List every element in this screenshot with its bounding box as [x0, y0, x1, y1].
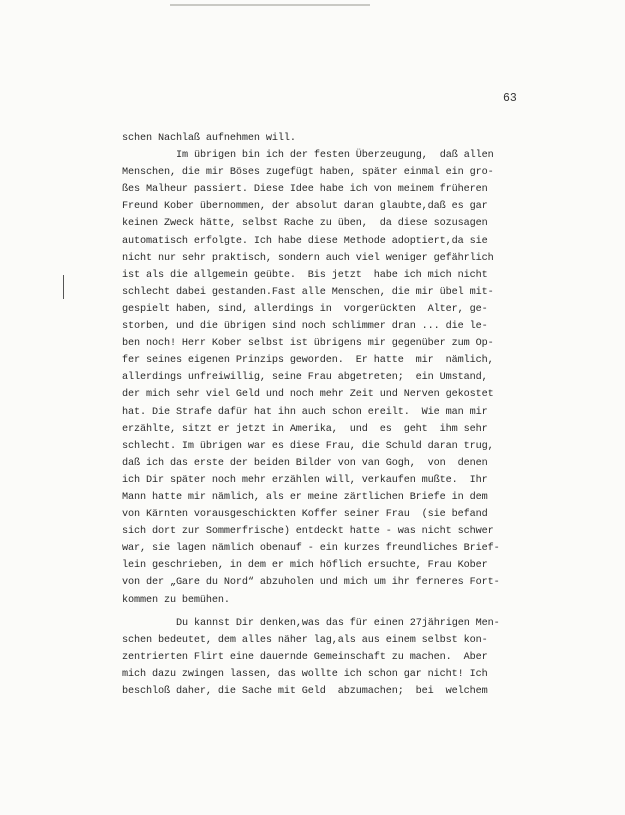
- scan-edge-mark: [170, 4, 370, 6]
- text-line: gespielt haben, sind, allerdings in vorgerückten Alter, ge-: [122, 303, 488, 315]
- text-line: allerdings unfreiwillig, seine Frau abgetreten; ein Umstand,: [122, 372, 488, 384]
- text-line: erzählte, sitzt er jetzt in Amerika, und es geht ihm sehr: [122, 423, 488, 435]
- text-line: von der „Gare du Nord“ abzuholen und mich um ihr ferneres Fort-: [122, 577, 500, 589]
- text-line: automatisch erfolgte. Ich habe diese Methode adoptiert,da sie: [122, 235, 488, 247]
- text-line: Mann hatte mir nämlich, als er meine zärtlichen Briefe in dem: [122, 491, 488, 503]
- paragraph-1: [122, 147, 502, 609]
- text-line: beschloß daher, die Sache mit Geld abzumachen; bei welchem: [122, 686, 488, 697]
- text-line: hat. Die Strafe dafür hat ihn auch schon ereilt. Wie man mir: [122, 406, 488, 418]
- text-line: zentrierten Flirt eine dauernde Gemeinschaft zu machen. Aber: [122, 651, 488, 663]
- margin-mark: [63, 275, 64, 299]
- text-line: ßes Malheur passiert. Diese Idee habe ich von meinem früheren: [122, 184, 488, 196]
- text-line: ich Dir später noch mehr erzählen will, verkaufen mußte. Ihr: [122, 474, 488, 486]
- text-line: schlecht. Im übrigen war es diese Frau, die Schuld daran trug,: [122, 440, 494, 452]
- text-line: von Kärnten vorausgeschickten Koffer seiner Frau (sie befand: [122, 509, 488, 521]
- text-line: schen Nachlaß aufnehmen will.: [122, 133, 296, 144]
- text-line: schen bedeutet, dem alles näher lag,als aus einem selbst kon-: [122, 634, 488, 646]
- text-line: sich dort zur Sommerfrische) entdeckt hatte - was nicht schwer: [122, 526, 494, 538]
- text-line: ben noch! Herr Kober selbst ist übrigens mir gegenüber zum Op-: [122, 338, 494, 350]
- typewritten-text: [122, 130, 502, 700]
- text-line: keinen Zweck hätte, selbst Rache zu üben, da diese sozusagen: [122, 218, 488, 230]
- text-line: Du kannst Dir denken,was das für einen 27jährigen Men-: [176, 617, 500, 629]
- page-number: 63: [503, 92, 517, 105]
- text-line: war, sie lagen nämlich obenauf - ein kurzes freundliches Brief-: [122, 543, 500, 555]
- text-line: ist als die allgemein geübte. Bis jetzt habe ich mich nicht: [122, 269, 488, 281]
- text-line: schlecht dabei gestanden.Fast alle Menschen, die mir übel mit-: [122, 286, 494, 298]
- text-line: fer seines eigenen Prinzips geworden. Er hatte mir nämlich,: [122, 355, 494, 367]
- text-line: kommen zu bemühen.: [122, 594, 230, 606]
- text-line: Freund Kober übernommen, der absolut daran glaubte,daß es gar: [122, 201, 488, 213]
- text-line: nicht nur sehr praktisch, sondern auch viel weniger gefährlich: [122, 252, 494, 264]
- text-line: storben, und die übrigen sind noch schlimmer dran ... die le-: [122, 321, 488, 333]
- text-line: Menschen, die mir Böses zugefügt haben, später einmal ein gro-: [122, 167, 494, 179]
- text-line: mich dazu zwingen lassen, das wollte ich schon gar nicht! Ich: [122, 668, 488, 680]
- text-line: lein geschrieben, in dem er mich höflich ersuchte, Frau Kober: [122, 560, 488, 572]
- text-line: der mich sehr viel Geld und noch mehr Zeit und Nerven gekostet: [122, 389, 494, 401]
- paragraph-2: [122, 615, 502, 700]
- text-line: Im übrigen bin ich der festen Überzeugung, daß allen: [176, 150, 494, 162]
- text-line: daß ich das erste der beiden Bilder von van Gogh, von denen: [122, 457, 488, 469]
